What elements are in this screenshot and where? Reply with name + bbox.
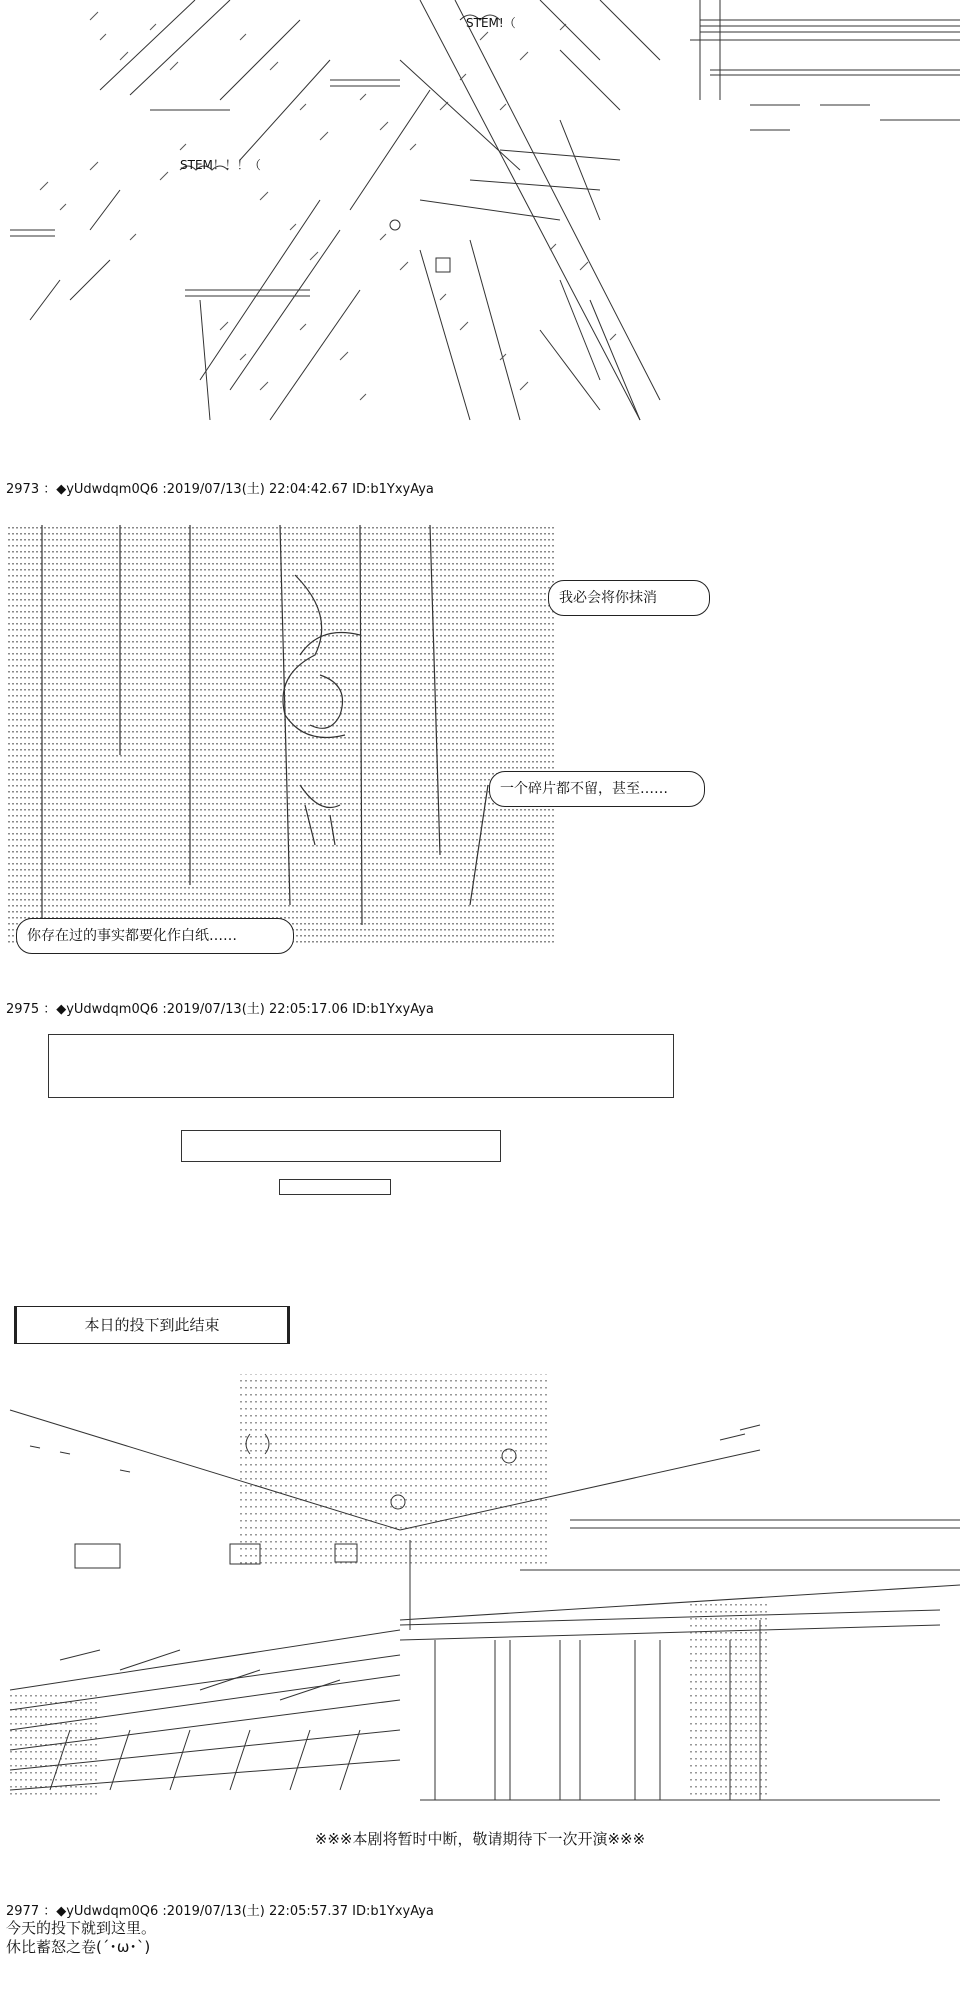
end-notice: 本日的投下到此结束 — [14, 1306, 290, 1344]
art-label-stem-1: STEM!（ — [466, 16, 516, 30]
ascii-art-dotted-curtain — [0, 525, 960, 950]
art-ticks — [40, 12, 616, 400]
post-header-2977: 2977 ：◆yUdwdqm0Q6 :2019/07/13(土) 22:05:57.37 ID:b1YxyAya — [6, 1904, 434, 1919]
post-header-2975: 2975 ：◆yUdwdqm0Q6 :2019/07/13(土) 22:05:17.06 ID:b1YxyAya — [6, 1002, 434, 1017]
art-label-stem-2: STEM！！！（ — [180, 158, 261, 172]
post-header-2973: 2973 ：◆yUdwdqm0Q6 :2019/07/13(土) 22:04:42.67 ID:b1YxyAya — [6, 482, 434, 497]
speech-bubble-1: 我必会将你抹消 — [548, 580, 710, 616]
speech-bubble-2: 一个碎片都不留，甚至…… — [489, 771, 705, 807]
blank-panel-small — [279, 1179, 391, 1195]
speech-bubble-3: 你存在过的事实都要化作白纸…… — [16, 918, 294, 954]
intermission-banner: ※※※本剧将暂时中断，敬请期待下一次开演※※※ — [314, 1830, 646, 1848]
post-text-line-2: 休比蓄怒之卷(´･ω･`) — [6, 1938, 151, 1956]
post-text-line-1: 今天的投下就到这里。 — [6, 1919, 157, 1937]
blank-panel-large — [48, 1034, 674, 1098]
blank-panel-medium — [181, 1130, 501, 1162]
ascii-art-battle-scene — [0, 0, 960, 440]
ascii-art-hall-scene — [0, 1370, 960, 1818]
art-strokes — [10, 0, 960, 420]
